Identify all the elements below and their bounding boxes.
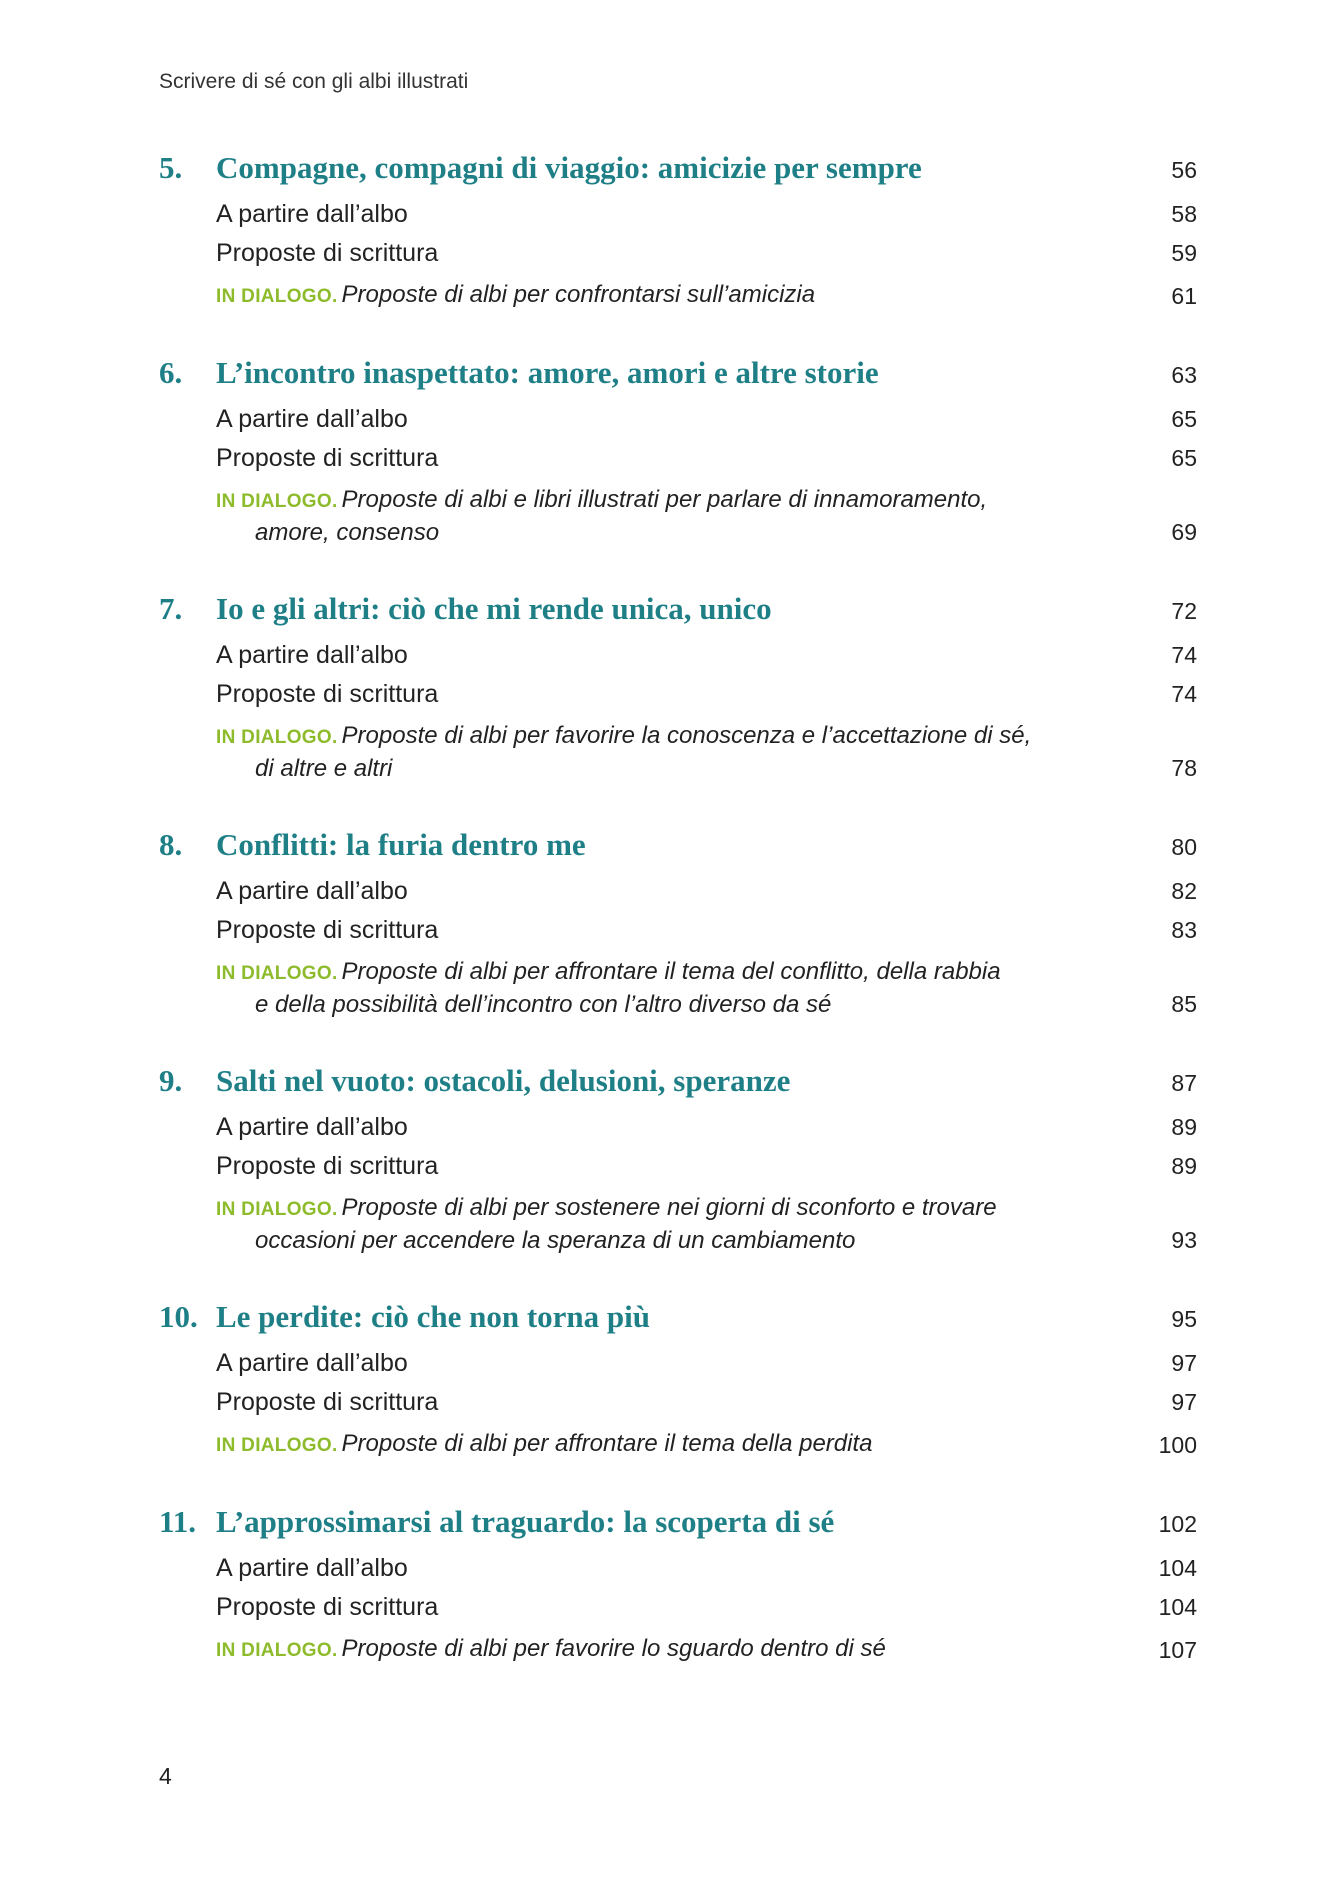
chapter-page-number: 102 (1158, 1511, 1197, 1537)
chapter-heading[interactable] (159, 1504, 1197, 1554)
chapter-page-number: 72 (1171, 598, 1197, 624)
entry-label: A partire dall’albo (216, 200, 408, 228)
entry-page-number: 97 (1171, 1350, 1197, 1376)
entry-label: Proposte di scrittura (216, 680, 439, 708)
chapter-heading[interactable] (159, 827, 1197, 877)
dialog-entry[interactable] (159, 956, 1197, 1020)
toc-entry[interactable] (159, 200, 1197, 239)
dialog-description: Proposte di albi per favorire la conoscenza e l’accettazione di sé, (341, 722, 1032, 749)
dialog-description: Proposte di albi per favorire lo sguardo dentro di sé (341, 1635, 886, 1662)
chapter-title: Conflitti: la furia dentro me (216, 827, 586, 862)
entry-label: A partire dall’albo (216, 1349, 408, 1377)
dialog-entry[interactable] (159, 720, 1197, 784)
chapter-heading[interactable] (159, 1063, 1197, 1113)
dialog-entry[interactable] (159, 1633, 1197, 1666)
chapter-number: 7. (159, 591, 183, 626)
chapter-heading[interactable] (159, 1299, 1197, 1349)
chapter-title: Salti nel vuoto: ostacoli, delusioni, speranze (216, 1063, 791, 1098)
dialog-tag: IN DIALOGO. (216, 1640, 338, 1661)
entry-label: A partire dall’albo (216, 877, 408, 905)
dialog-description: Proposte di albi per confrontarsi sull’amicizia (341, 281, 816, 308)
dialog-text (216, 1633, 1127, 1666)
toc-entry[interactable] (159, 641, 1197, 680)
chapter-number: 10. (159, 1299, 198, 1334)
dialog-description-continued: amore, consenso (255, 519, 440, 546)
dialog-entry[interactable] (159, 279, 1197, 312)
entry-label: A partire dall’albo (216, 1554, 408, 1582)
dialog-tag: IN DIALOGO. (216, 491, 338, 512)
dialog-tag: IN DIALOGO. (216, 1199, 338, 1220)
dialog-description-continued: e della possibilità dell’incontro con l’altro diverso da sé (255, 991, 832, 1018)
chapter-number: 9. (159, 1063, 183, 1098)
dialog-tag: IN DIALOGO. (216, 727, 338, 748)
chapter-number: 6. (159, 355, 183, 390)
chapter-heading[interactable] (159, 355, 1197, 405)
dialog-entry[interactable] (159, 1192, 1197, 1256)
toc-chapter (159, 355, 1197, 548)
entry-label: Proposte di scrittura (216, 444, 439, 472)
chapter-page-number: 80 (1171, 834, 1197, 860)
dialog-page-number: 78 (1171, 755, 1197, 781)
chapter-title: L’incontro inaspettato: amore, amori e altre storie (216, 355, 879, 390)
dialog-page-number: 69 (1171, 519, 1197, 545)
entry-page-number: 65 (1171, 445, 1197, 471)
toc-entry[interactable] (159, 1554, 1197, 1593)
entry-label: Proposte di scrittura (216, 1388, 439, 1416)
entry-page-number: 104 (1158, 1555, 1197, 1581)
toc-chapter (159, 591, 1197, 784)
entry-label: A partire dall’albo (216, 641, 408, 669)
chapter-title: Le perdite: ciò che non torna più (216, 1299, 650, 1334)
dialog-tag: IN DIALOGO. (216, 963, 338, 984)
dialog-page-number: 85 (1171, 991, 1197, 1017)
page-number: 4 (159, 1763, 172, 1789)
dialog-text (216, 279, 1127, 312)
dialog-description: Proposte di albi e libri illustrati per parlare di innamoramento, (341, 486, 988, 513)
dialog-entry[interactable] (159, 484, 1197, 548)
dialog-description-continued: occasioni per accendere la speranza di un cambiamento (255, 1227, 856, 1254)
toc-entry[interactable] (159, 680, 1197, 719)
toc-entry[interactable] (159, 239, 1197, 278)
toc-entry[interactable] (159, 1152, 1197, 1191)
entry-page-number: 65 (1171, 406, 1197, 432)
entry-label: A partire dall’albo (216, 1113, 408, 1141)
toc-entry[interactable] (159, 444, 1197, 483)
entry-label: Proposte di scrittura (216, 916, 439, 944)
chapter-page-number: 87 (1171, 1070, 1197, 1096)
dialog-entry[interactable] (159, 1428, 1197, 1461)
dialog-description-continued: di altre e altri (255, 755, 393, 782)
dialog-tag: IN DIALOGO. (216, 1435, 338, 1456)
dialog-tag: IN DIALOGO. (216, 286, 338, 307)
toc-entry[interactable] (159, 1113, 1197, 1152)
dialog-text (216, 484, 1127, 548)
chapter-title: Io e gli altri: ciò che mi rende unica, unico (216, 591, 772, 626)
dialog-page-number: 93 (1171, 1227, 1197, 1253)
dialog-text (216, 956, 1127, 1020)
toc-entry[interactable] (159, 405, 1197, 444)
running-header: Scrivere di sé con gli albi illustrati (159, 70, 469, 93)
entry-page-number: 89 (1171, 1114, 1197, 1140)
toc-chapter (159, 1504, 1197, 1666)
chapter-page-number: 56 (1171, 157, 1197, 183)
dialog-page-number: 100 (1158, 1432, 1197, 1458)
entry-page-number: 89 (1171, 1153, 1197, 1179)
toc-chapter (159, 827, 1197, 1020)
chapter-page-number: 95 (1171, 1306, 1197, 1332)
dialog-text (216, 720, 1127, 784)
entry-label: Proposte di scrittura (216, 1593, 439, 1621)
toc-chapter (159, 1299, 1197, 1461)
entry-label: Proposte di scrittura (216, 239, 439, 267)
entry-label: A partire dall’albo (216, 405, 408, 433)
entry-page-number: 82 (1171, 878, 1197, 904)
entry-page-number: 104 (1158, 1594, 1197, 1620)
entry-label: Proposte di scrittura (216, 1152, 439, 1180)
entry-page-number: 74 (1171, 642, 1197, 668)
dialog-description: Proposte di albi per sostenere nei giorni di sconforto e trovare (341, 1194, 997, 1221)
dialog-description: Proposte di albi per affrontare il tema della perdita (341, 1430, 873, 1457)
entry-page-number: 58 (1171, 201, 1197, 227)
chapter-number: 11. (159, 1504, 197, 1539)
toc-entry[interactable] (159, 877, 1197, 916)
toc-chapter (159, 1063, 1197, 1256)
chapter-number: 8. (159, 827, 183, 862)
toc-entry[interactable] (159, 916, 1197, 955)
dialog-text (216, 1192, 1127, 1256)
toc-entry[interactable] (159, 1349, 1197, 1388)
chapter-page-number: 63 (1171, 362, 1197, 388)
dialog-page-number: 61 (1171, 283, 1197, 309)
entry-page-number: 97 (1171, 1389, 1197, 1415)
dialog-text (216, 1428, 1127, 1461)
chapter-number: 5. (159, 150, 183, 185)
entry-page-number: 59 (1171, 240, 1197, 266)
chapter-title: L’approssimarsi al traguardo: la scoperta di sé (216, 1504, 835, 1539)
toc-chapter (159, 150, 1197, 312)
dialog-description: Proposte di albi per affrontare il tema del conflitto, della rabbia (341, 958, 1001, 985)
toc-entry[interactable] (159, 1593, 1197, 1632)
chapter-title: Compagne, compagni di viaggio: amicizie per sempre (216, 150, 922, 185)
chapter-heading[interactable] (159, 150, 1197, 200)
toc-entry[interactable] (159, 1388, 1197, 1427)
table-of-contents (159, 150, 1197, 1709)
dialog-page-number: 107 (1158, 1637, 1197, 1663)
chapter-heading[interactable] (159, 591, 1197, 641)
entry-page-number: 74 (1171, 681, 1197, 707)
entry-page-number: 83 (1171, 917, 1197, 943)
